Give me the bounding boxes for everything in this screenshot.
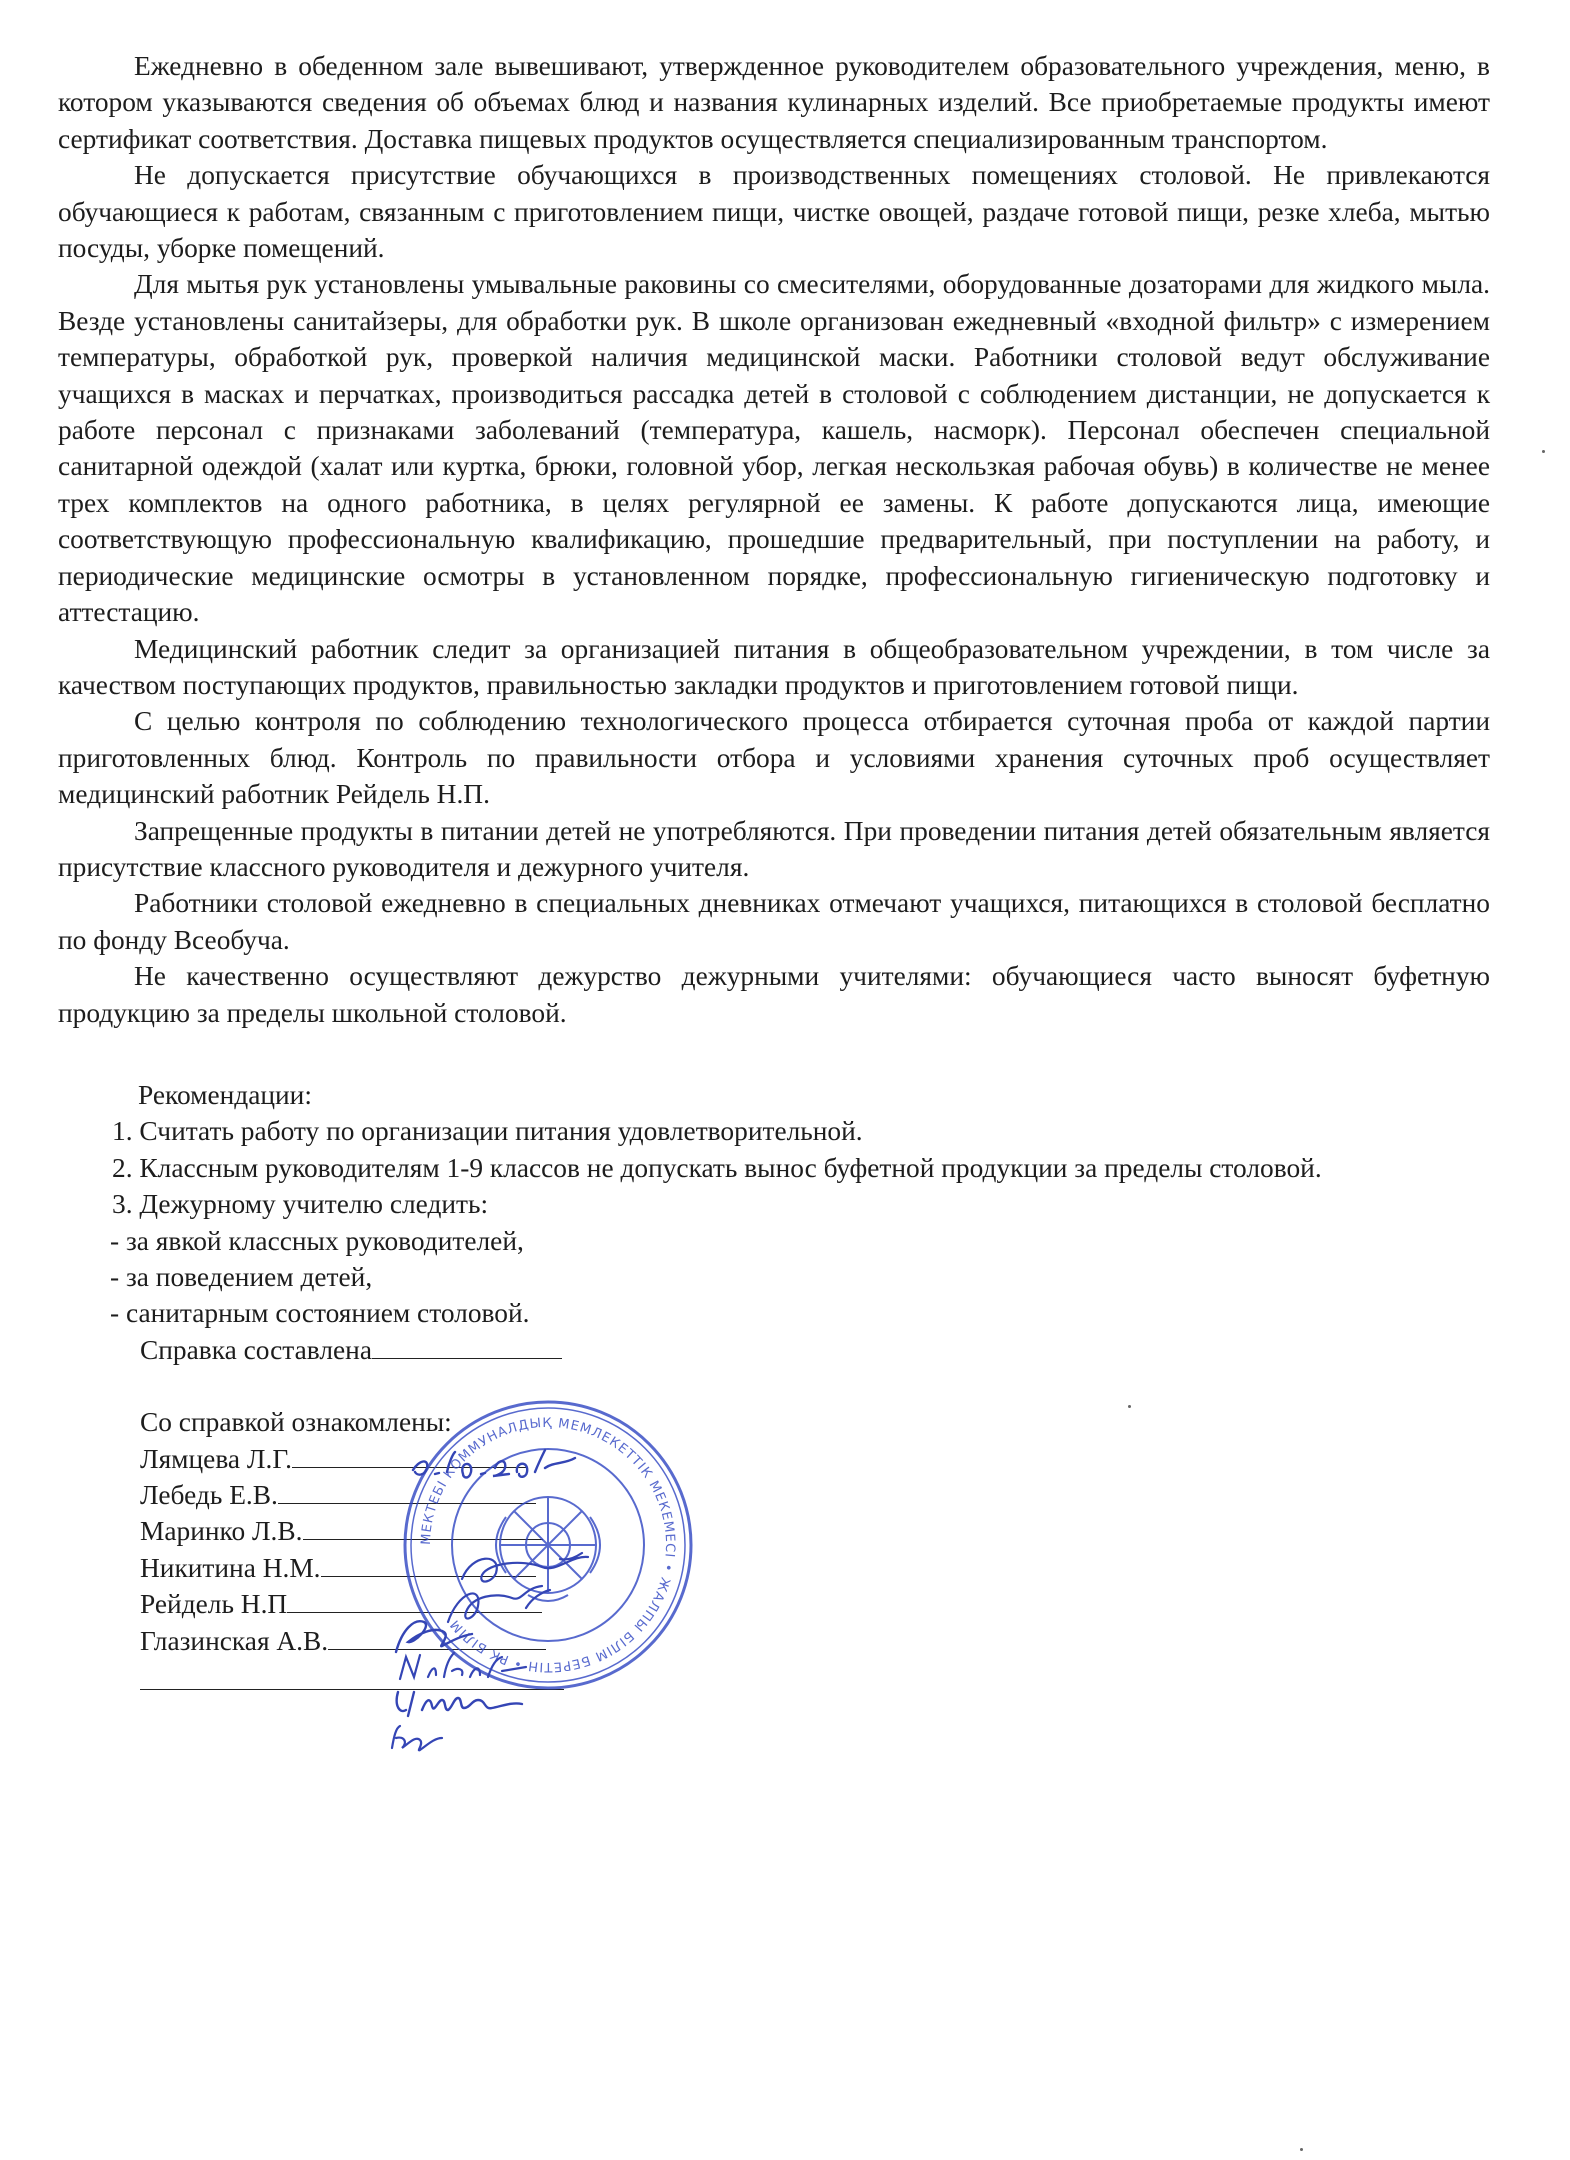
paragraph-forbidden-products: Запрещенные продукты в питании детей не употребляются. При проведении питания детей обязательным является присутствие классного руководителя и дежурного учителя.: [58, 815, 1490, 882]
scan-speck: [1300, 2148, 1303, 2151]
compiled-underline: [372, 1336, 562, 1359]
signer-row: [58, 1441, 1490, 1477]
paragraph-hygiene: Для мытья рук установлены умывальные раковины со смесителями, оборудованные дозаторами для жидкого мыла. Везде установлены санитайзеры, для обработки рук. В школе организован ежедневный «входной фильтр» с измерением температуры, обработкой рук, проверкой наличия медицинской маски. Работники столовой ведут обслуживание учащихся в масках и перчатках, производиться рассадка детей в столовой с соблюдением дистанции, не допускается к работе персонал с признаками заболеваний (температура, кашель, насморк). Персонал обеспечен специальной санитарной одеждой (халат или куртка, брюки, головной убор, легкая нескользкая рабочая обувь) в количестве не менее трех комплектов на одного работника, в целях регулярной ее замены. К работе допускаются лица, имеющие соответствующую профессиональную квалификацию, прошедшие предварительный, при поступлении на работу, и периодические медицинские осмотры в установленном порядке, профессиональную гигиеническую подготовку и аттестацию.: [58, 269, 1490, 628]
handwritten-date-signature: [405, 1438, 585, 1484]
signer-name: Рейдель Н.П: [140, 1589, 288, 1620]
stamp-ring-text: МЕКТЕБІ КОММУНАЛДЫҚ МЕМЛЕКЕТТІК МЕКЕМЕСІ • ЖАЛПЫ БІЛІМ БЕРЕТІН • РК БІЛІМ: [418, 1415, 678, 1675]
signer-name: Лямцева Л.Г.: [140, 1443, 292, 1474]
signer-row: [58, 1550, 1490, 1586]
document-page: [58, 48, 1490, 1690]
paragraph-medical-worker: Медицинский работник следит за организацией питания в общеобразовательном учреждении, в том числе за качеством поступающих продуктов, правильностью закладки продуктов и приготовлением готовой пищи.: [58, 633, 1490, 700]
recommendation-subitem: - за явкой классных руководителей,: [110, 1225, 524, 1256]
signer-row: [58, 1623, 1490, 1659]
paragraph-daily-sample: С целью контроля по соблюдению технологического процесса отбирается суточная проба от каждой партии приготовленных блюд. Контроль по правильности отбора и условиями хранения суточных проб осуществляет медицинский работник Рейдель Н.П.: [58, 706, 1490, 810]
paragraph-students-restriction: Не допускается присутствие обучающихся в производственных помещениях столовой. Не привлекаются обучающиеся к работам, связанным с приготовлением пищи, чистке овощей, раздаче готовой пищи, резке хлеба, мытью посуды, уборке помещений.: [58, 160, 1490, 264]
paragraph-duty-issue: Не качественно осуществляют дежурство дежурными учителями: обучающиеся часто выносят буфетную продукцию за пределы школьной столовой.: [58, 961, 1490, 1028]
compiled-line: [58, 1332, 1490, 1368]
scan-speck: [1542, 450, 1545, 453]
paragraph-diaries: Работники столовой ежедневно в специальных дневниках отмечают учащихся, питающихся в столовой бесплатно по фонду Всеобуча.: [58, 888, 1490, 955]
signature-block: [58, 1332, 1490, 1690]
compiled-label: Справка составлена: [140, 1334, 372, 1365]
recommendation-subitem: - санитарным состоянием столовой.: [110, 1298, 530, 1329]
scan-speck: [1128, 1405, 1131, 1408]
signer-row: [58, 1513, 1490, 1549]
recommendations-section: [58, 1077, 1490, 1332]
spacer: [58, 1368, 1490, 1404]
signature-glazinskaya: [380, 1718, 480, 1762]
recommendation-item: 3. Дежурному учителю следить:: [112, 1189, 489, 1220]
signer-row: [58, 1477, 1490, 1513]
signer-row: [58, 1586, 1490, 1622]
acquainted-label: Со справкой ознакомлены:: [140, 1407, 452, 1438]
recommendation-item: 2. Классным руководителям 1-9 классов не допускать вынос буфетной продукции за пределы столовой.: [112, 1152, 1322, 1183]
signer-name: Глазинская А.В.: [140, 1625, 329, 1656]
signer-name: Никитина Н.М.: [140, 1552, 321, 1583]
body-paragraphs: [58, 48, 1490, 1031]
signer-name: Лебедь Е.В.: [140, 1479, 278, 1510]
recommendation-subitem: - за поведением детей,: [110, 1262, 373, 1292]
paragraph-menu: Ежедневно в обеденном зале вывешивают, утвержденное руководителем образовательного учреждения, меню, в котором указываются сведения об объемах блюд и названия кулинарных изделий. Все приобретаемые продукты имеют сертификат соответствия. Доставка пищевых продуктов осуществляется специализированным транспортом.: [58, 51, 1490, 154]
signer-name: Маринко Л.В.: [140, 1516, 303, 1547]
recommendation-item: 1. Считать работу по организации питания удовлетворительной.: [112, 1116, 863, 1147]
recommendations-title: Рекомендации:: [138, 1079, 312, 1110]
